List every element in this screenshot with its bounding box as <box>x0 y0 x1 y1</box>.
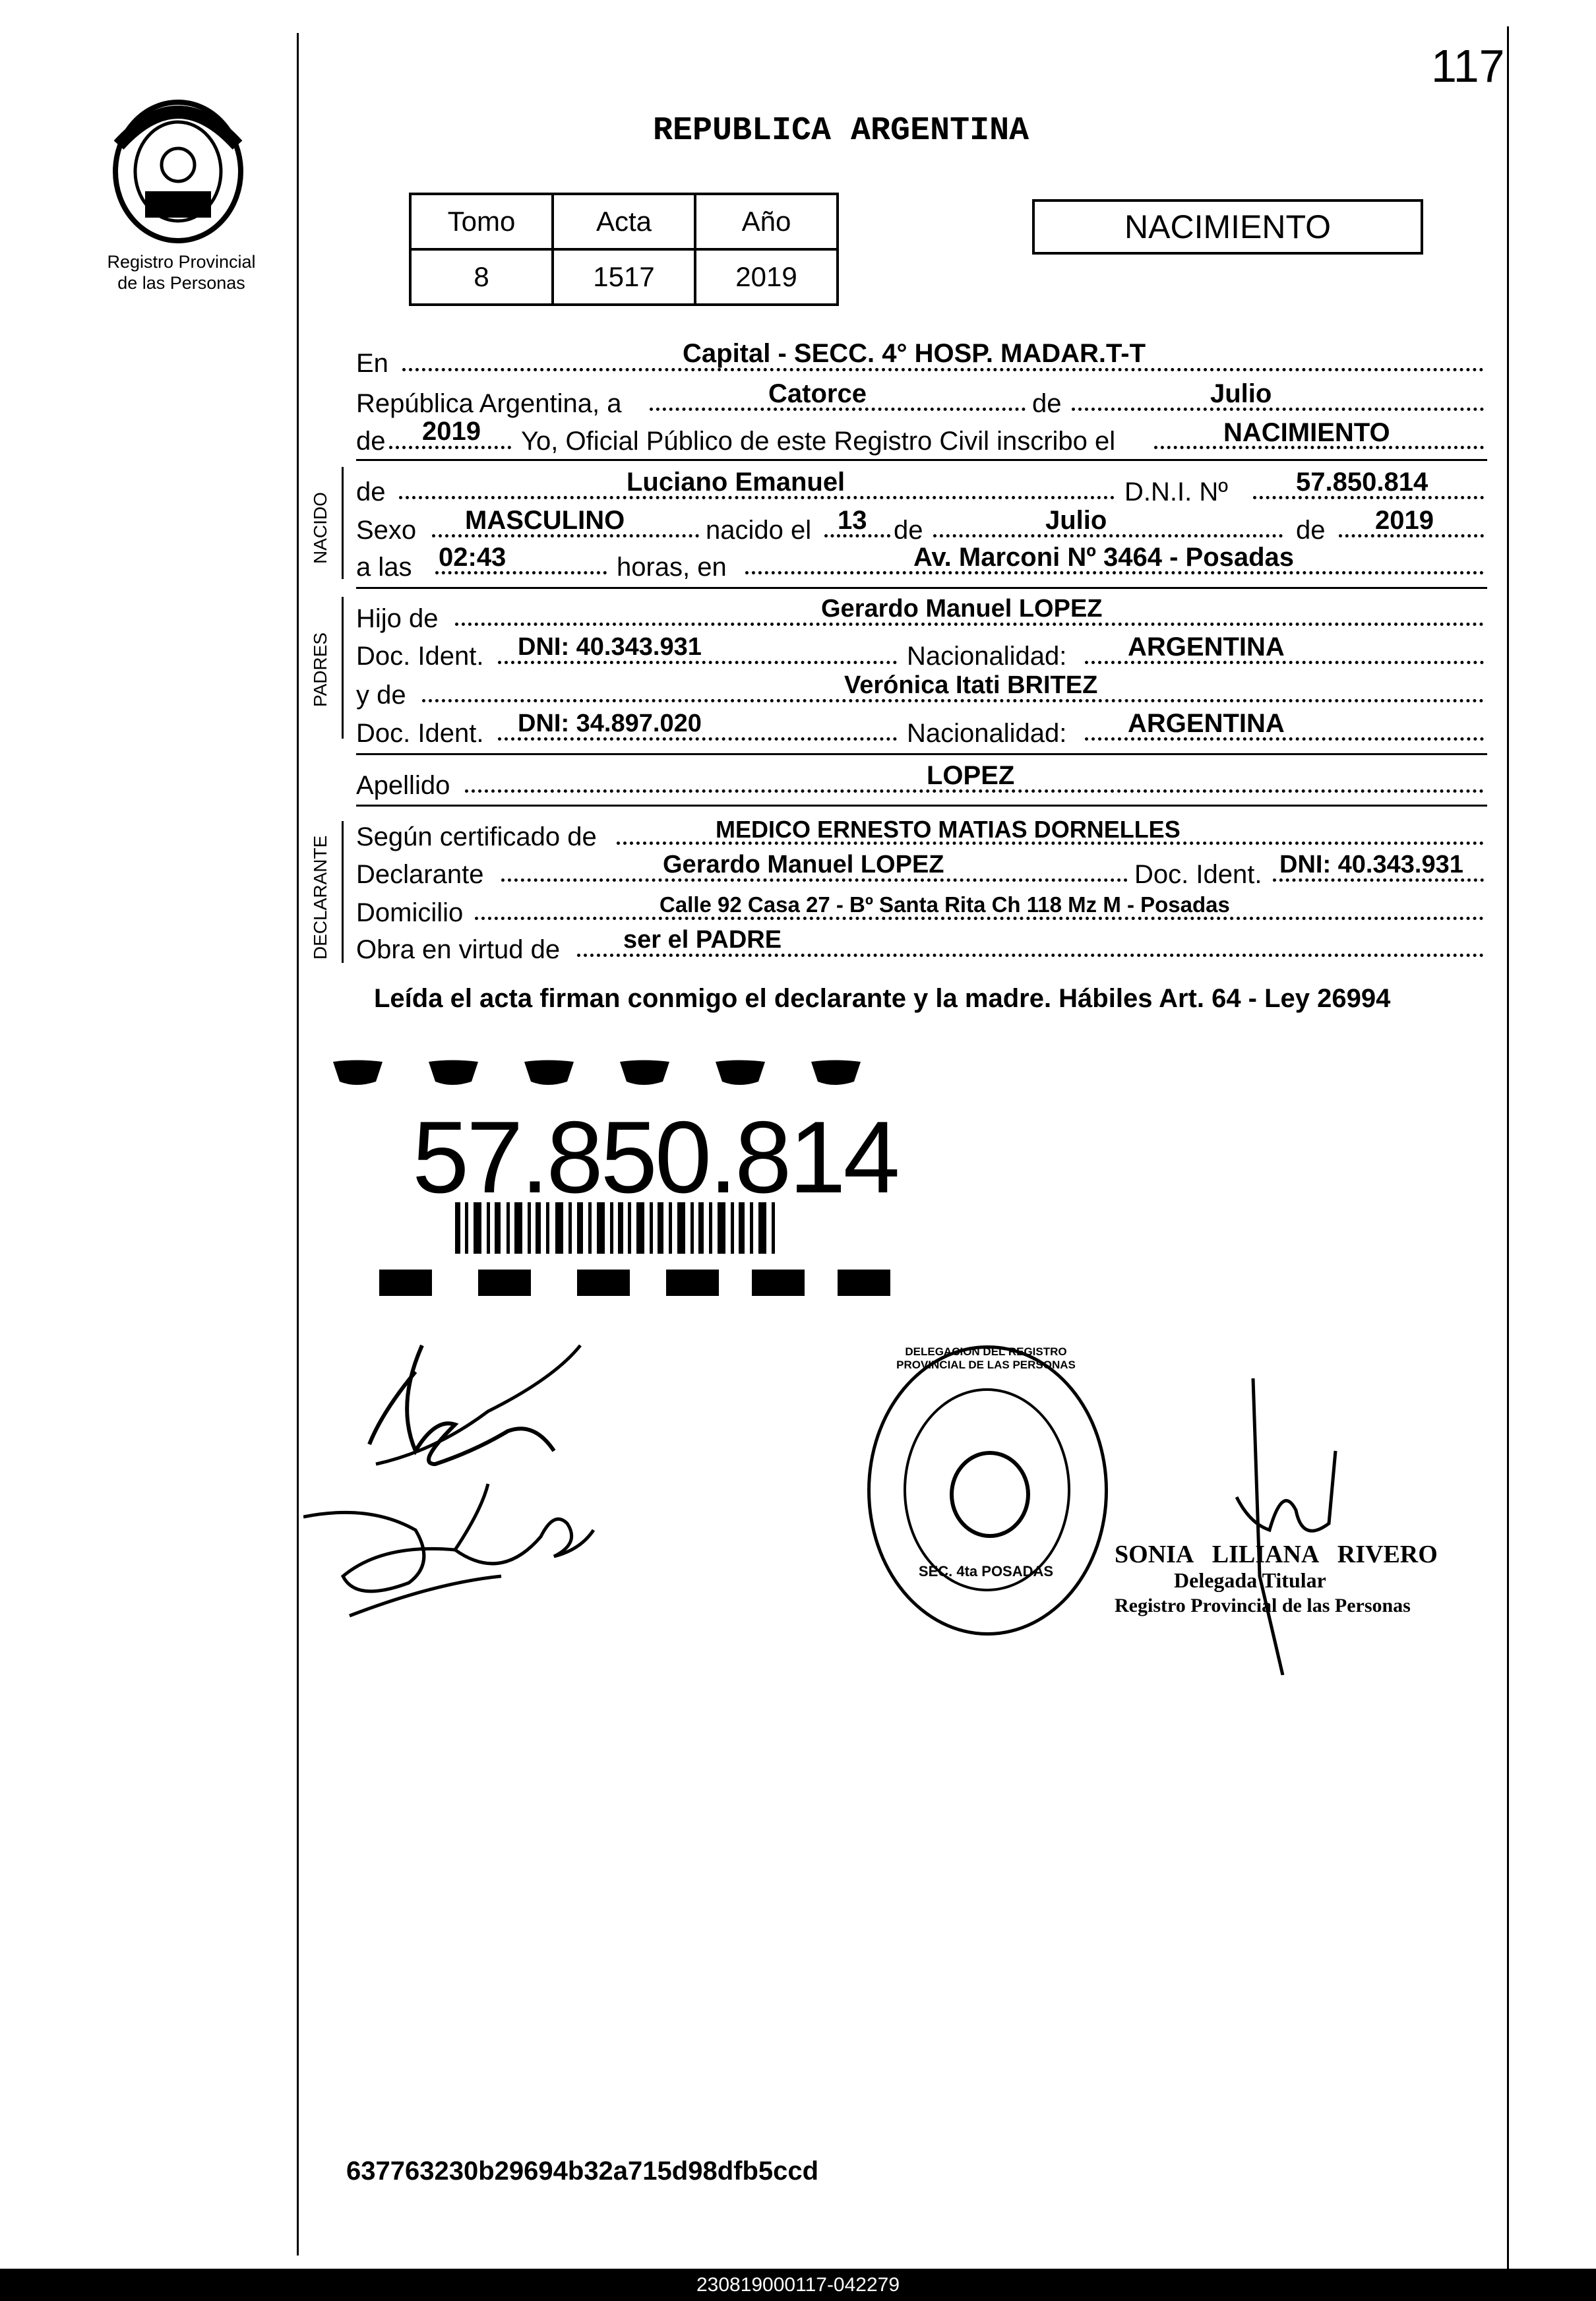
record-type-box: NACIMIENTO <box>1032 199 1423 255</box>
stamp-emblem <box>950 1451 1030 1538</box>
alas-label: a las <box>356 553 412 582</box>
document-hash: 637763230b29694b32a715d98dfb5ccd <box>346 2157 819 2186</box>
de-label: de <box>1032 389 1062 418</box>
id-label-number: 57.850.814 <box>412 1100 898 1214</box>
padre-nac-label: Nacionalidad: <box>907 642 1067 671</box>
lugar-inscripcion: Capital - SECC. 4° HOSP. MADAR.T-T <box>683 339 1146 368</box>
horas-label: horas, en <box>617 553 727 582</box>
stamp-inner-text: SEC. 4ta POSADAS <box>918 1563 1054 1580</box>
official-role: Delegada Titular <box>1174 1568 1326 1592</box>
nombre-padre: Gerardo Manuel LOPEZ <box>821 595 1103 623</box>
tipo-inscripcion: NACIMIENTO <box>1223 418 1390 447</box>
dia-inscripcion: Catorce <box>768 379 867 408</box>
nacido-de-label: de <box>356 477 386 506</box>
lugar-nacimiento: Av. Marconi Nº 3464 - Posadas <box>913 543 1295 572</box>
right-border-line <box>1507 26 1509 2282</box>
padre-nacionalidad: ARGENTINA <box>1128 632 1285 661</box>
table-cell-tomo: 8 <box>410 249 553 305</box>
hijo-de-label: Hijo de <box>356 604 439 633</box>
anio-inscripcion: 2019 <box>422 417 481 446</box>
section-bracket <box>342 821 344 963</box>
seal-label-line1: Registro Provincial <box>107 252 256 272</box>
apellido-label: Apellido <box>356 771 450 800</box>
page-number: 117 <box>1431 40 1505 92</box>
left-margin-line <box>297 33 299 2255</box>
segun-label: Según certificado de <box>356 822 597 851</box>
dotted-line <box>933 534 1283 537</box>
nombre-nacido: Luciano Emanuel <box>627 468 845 497</box>
table-header-anio: Año <box>695 194 838 249</box>
obra-en-virtud: ser el PADRE <box>623 926 782 954</box>
declarante-label: Declarante <box>356 860 484 889</box>
de2-label: de <box>356 427 386 456</box>
section-divider <box>356 459 1487 461</box>
obra-label: Obra en virtud de <box>356 935 561 964</box>
official-office: Registro Provincial de las Personas <box>1115 1595 1411 1616</box>
stamp-ring-text: DELEGACION DEL REGISTRO PROVINCIAL DE LAS PERSONAS <box>896 1345 1076 1371</box>
table-header-tomo: Tomo <box>410 194 553 249</box>
acta-table <box>409 193 839 306</box>
official-signature <box>1197 1378 1368 1675</box>
dotted-line <box>1072 408 1484 411</box>
padre-doc-label: Doc. Ident. <box>356 642 484 671</box>
inscribo-label: Yo, Oficial Público de este Registro Civil inscribo el <box>521 427 1116 456</box>
madre-doc: DNI: 34.897.020 <box>518 710 702 737</box>
footer-bar <box>0 2269 1596 2301</box>
nacido-el-label: nacido el <box>706 516 812 545</box>
sexo-nacido: MASCULINO <box>465 506 625 535</box>
apellido-value: LOPEZ <box>927 761 1015 790</box>
madre-nacionalidad: ARGENTINA <box>1128 709 1285 738</box>
official-name: SONIA LILIANA RIVERO <box>1115 1541 1438 1568</box>
y-de-label: y de <box>356 681 406 710</box>
section-divider <box>356 753 1487 755</box>
dni-label: D.N.I. Nº <box>1124 477 1228 506</box>
province-seal <box>106 92 251 244</box>
anio-nacimiento: 2019 <box>1375 506 1434 535</box>
padre-doc: DNI: 40.343.931 <box>518 633 702 661</box>
section-bracket <box>342 467 344 579</box>
section-divider <box>356 805 1487 807</box>
nombre-madre: Verónica Itati BRITEZ <box>844 671 1098 699</box>
sexo-label: Sexo <box>356 516 417 545</box>
section-bracket <box>342 597 344 739</box>
de-label-2: de <box>894 516 923 545</box>
domicilio-declarante: Calle 92 Casa 27 - Bº Santa Rita Ch 118 Mz M - Posadas <box>660 892 1230 917</box>
seal-label-line2: de las Personas <box>117 273 245 293</box>
table-cell-acta: 1517 <box>553 249 695 305</box>
table-header-acta: Acta <box>553 194 695 249</box>
closing-text: Leída el acta firman conmigo el declarante y la madre. Hábiles Art. 64 - Ley 26994 <box>374 984 1391 1013</box>
certificado-medico: MEDICO ERNESTO MATIAS DORNELLES <box>716 816 1181 843</box>
dia-nacimiento: 13 <box>838 506 867 535</box>
table-cell-anio: 2019 <box>695 249 838 305</box>
nombre-declarante: Gerardo Manuel LOPEZ <box>663 851 944 878</box>
en-label: En <box>356 349 388 378</box>
document-title: REPUBLICA ARGENTINA <box>653 112 1029 150</box>
footer-code: 230819000117-042279 <box>696 2274 900 2296</box>
declarante-doc-label: Doc. Ident. <box>1134 860 1262 889</box>
official-stamp <box>867 1345 1108 1636</box>
madre-nac-label: Nacionalidad: <box>907 719 1067 748</box>
dni-nacido: 57.850.814 <box>1296 468 1428 497</box>
section-label-declarante: DECLARANTE <box>310 835 330 960</box>
mes-nacimiento: Julio <box>1045 506 1107 535</box>
section-label-padres: PADRES <box>310 632 330 707</box>
section-label-nacido: NACIDO <box>310 492 330 564</box>
section-divider <box>356 587 1487 589</box>
mes-inscripcion: Julio <box>1210 379 1272 408</box>
madre-doc-label: Doc. Ident. <box>356 719 484 748</box>
de-label-3: de <box>1296 516 1326 545</box>
doc-declarante: DNI: 40.343.931 <box>1279 851 1463 878</box>
hora-nacimiento: 02:43 <box>439 543 506 572</box>
republica-label: República Argentina, a <box>356 389 622 418</box>
domicilio-label: Domicilio <box>356 898 464 927</box>
declarante-signature <box>303 1299 646 1662</box>
